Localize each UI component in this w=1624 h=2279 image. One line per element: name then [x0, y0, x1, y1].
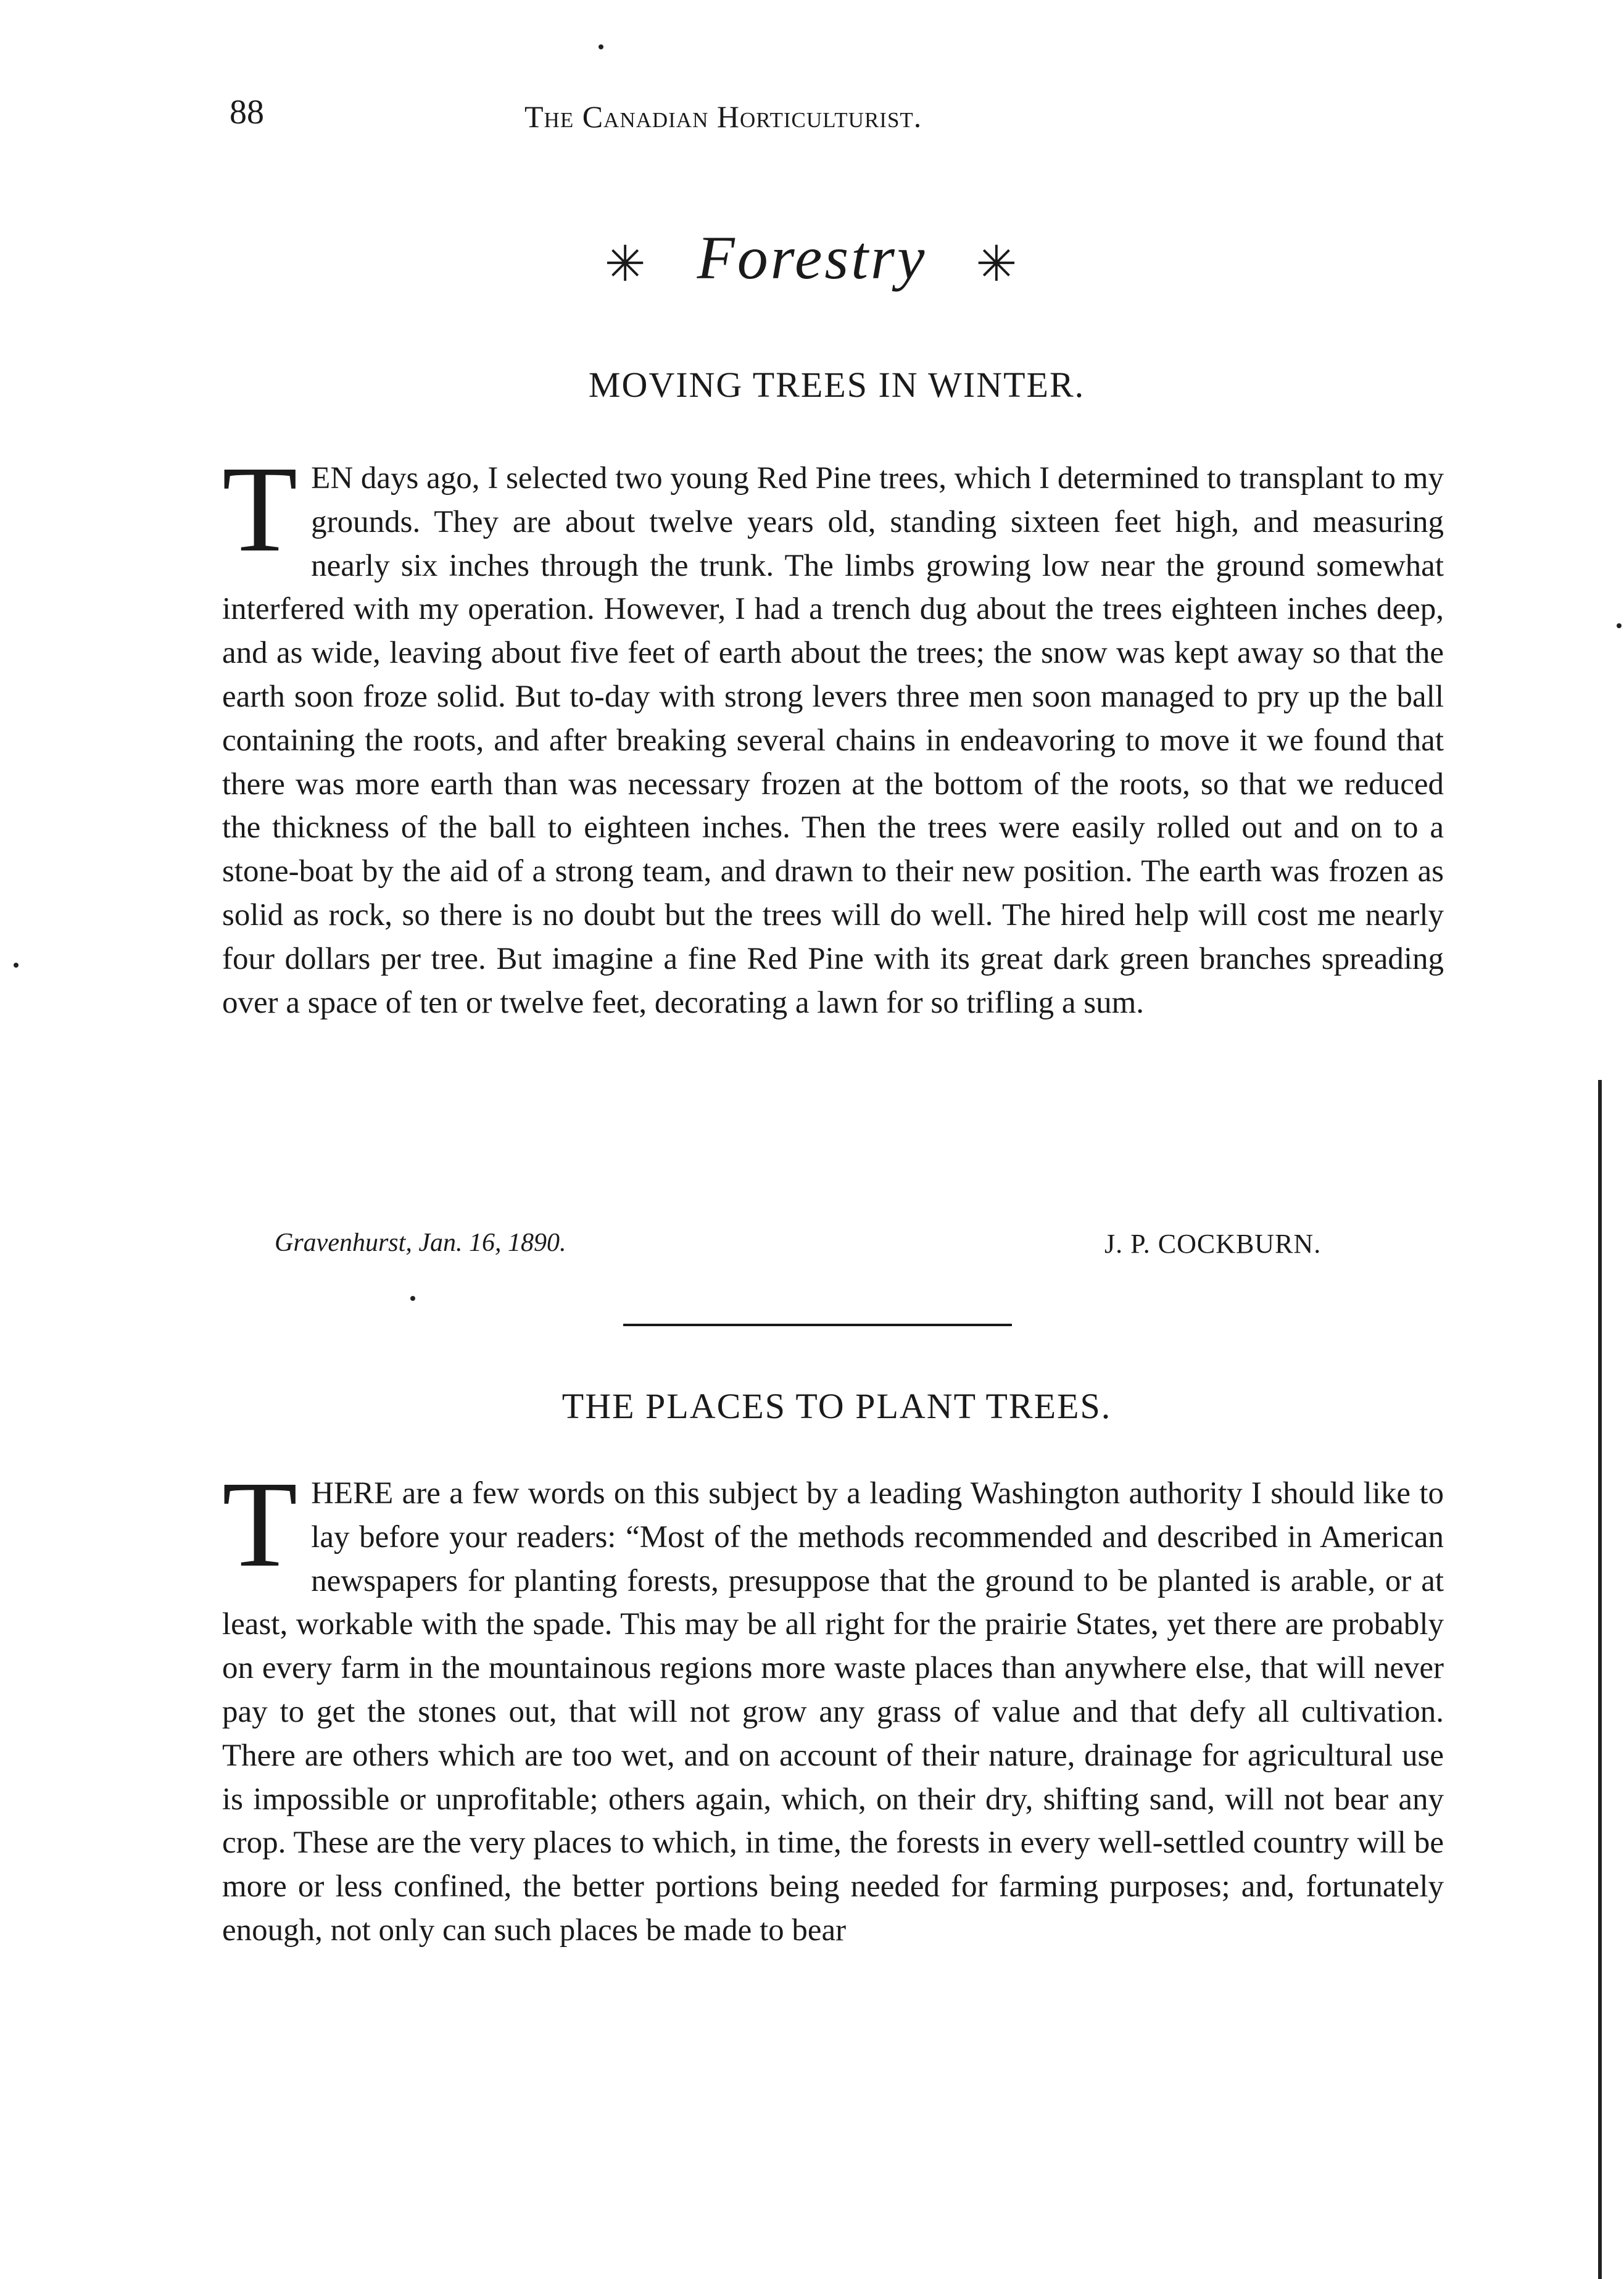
drop-cap: T [222, 1456, 298, 1593]
page-edge-shadow [1598, 1080, 1602, 2279]
ink-speck [599, 44, 603, 49]
article-title-places-to-plant: THE PLACES TO PLANT TREES. [561, 1386, 1112, 1426]
author-signature: J. P. COCKBURN. [1104, 1229, 1322, 1259]
page-number: 88 [230, 93, 264, 131]
asterisk-ornament-left-icon: ✳ [604, 238, 648, 293]
section-separator-rule [623, 1324, 1012, 1326]
asterisk-ornament-right-icon: ✳ [976, 238, 1020, 293]
section-title: Forestry [697, 223, 927, 292]
article-paragraph: HERE are a few words on this subject by a leading Washington authority I should like to lay before your readers: “Most of the methods recommended and described in American newspapers for planting forests, presuppose that the ground to be planted is arable, or at least, workable with the spade. This may be all right for the prairie States, yet there are probably on every farm in the mountainous regions more waste places than anywhere else, that will never pay to get the stones out, that will not grow any grass of value and that defy all cultivation. There are others which are too wet, and on account of their nature, drainage for agricultural use is impossible or unprofitable; others again, which, on their dry, shifting sand, will not bear any crop. These are the very places to which, in time, the forests in every well-settled country will be more or less confined, the better portions being needed for farming purposes; and, fortunately enough, not only can such places be made to bear [222, 1476, 1444, 1948]
article-title-moving-trees: MOVING TREES IN WINTER. [588, 365, 1085, 405]
drop-cap: T [222, 441, 298, 578]
running-head: The Canadian Horticulturist. [524, 99, 922, 134]
dateline: Gravenhurst, Jan. 16, 1890. [275, 1229, 566, 1257]
ink-speck [14, 963, 19, 968]
ink-speck [1617, 623, 1622, 628]
article-body-moving-trees [222, 441, 1444, 1024]
ink-speck [410, 1296, 415, 1301]
article-body-places-to-plant [222, 1456, 1444, 1953]
section-heading [0, 222, 1624, 293]
article-paragraph: EN days ago, I selected two young Red Pine trees, which I determined to transplant to my grounds. They are about twelve years old, standing sixteen feet high, and measuring nearly six inches through the trunk. The limbs growing low near the ground somewhat interfered with my operation. However, I had a trench dug about the trees eighteen inches deep, and as wide, leaving about five feet of earth about the trees; the snow was kept away so that the earth soon froze solid. But to-day with strong levers three men soon managed to pry up the ball containing the roots, and after breaking several chains in endeavoring to move it we found that there was more earth than was necessary frozen at the bottom of the roots, so that we reduced the thickness of the ball to eighteen inches. Then the trees were easily rolled out and on to a stone-boat by the aid of a strong team, and drawn to their new position. The earth was frozen as solid as rock, so there is no doubt but the trees will do well. The hired help will cost me nearly four dollars per tree. But imagine a fine Red Pine with its great dark green branches spreading over a space of ten or twelve feet, decorating a lawn for so trifling a sum. [222, 461, 1444, 1020]
